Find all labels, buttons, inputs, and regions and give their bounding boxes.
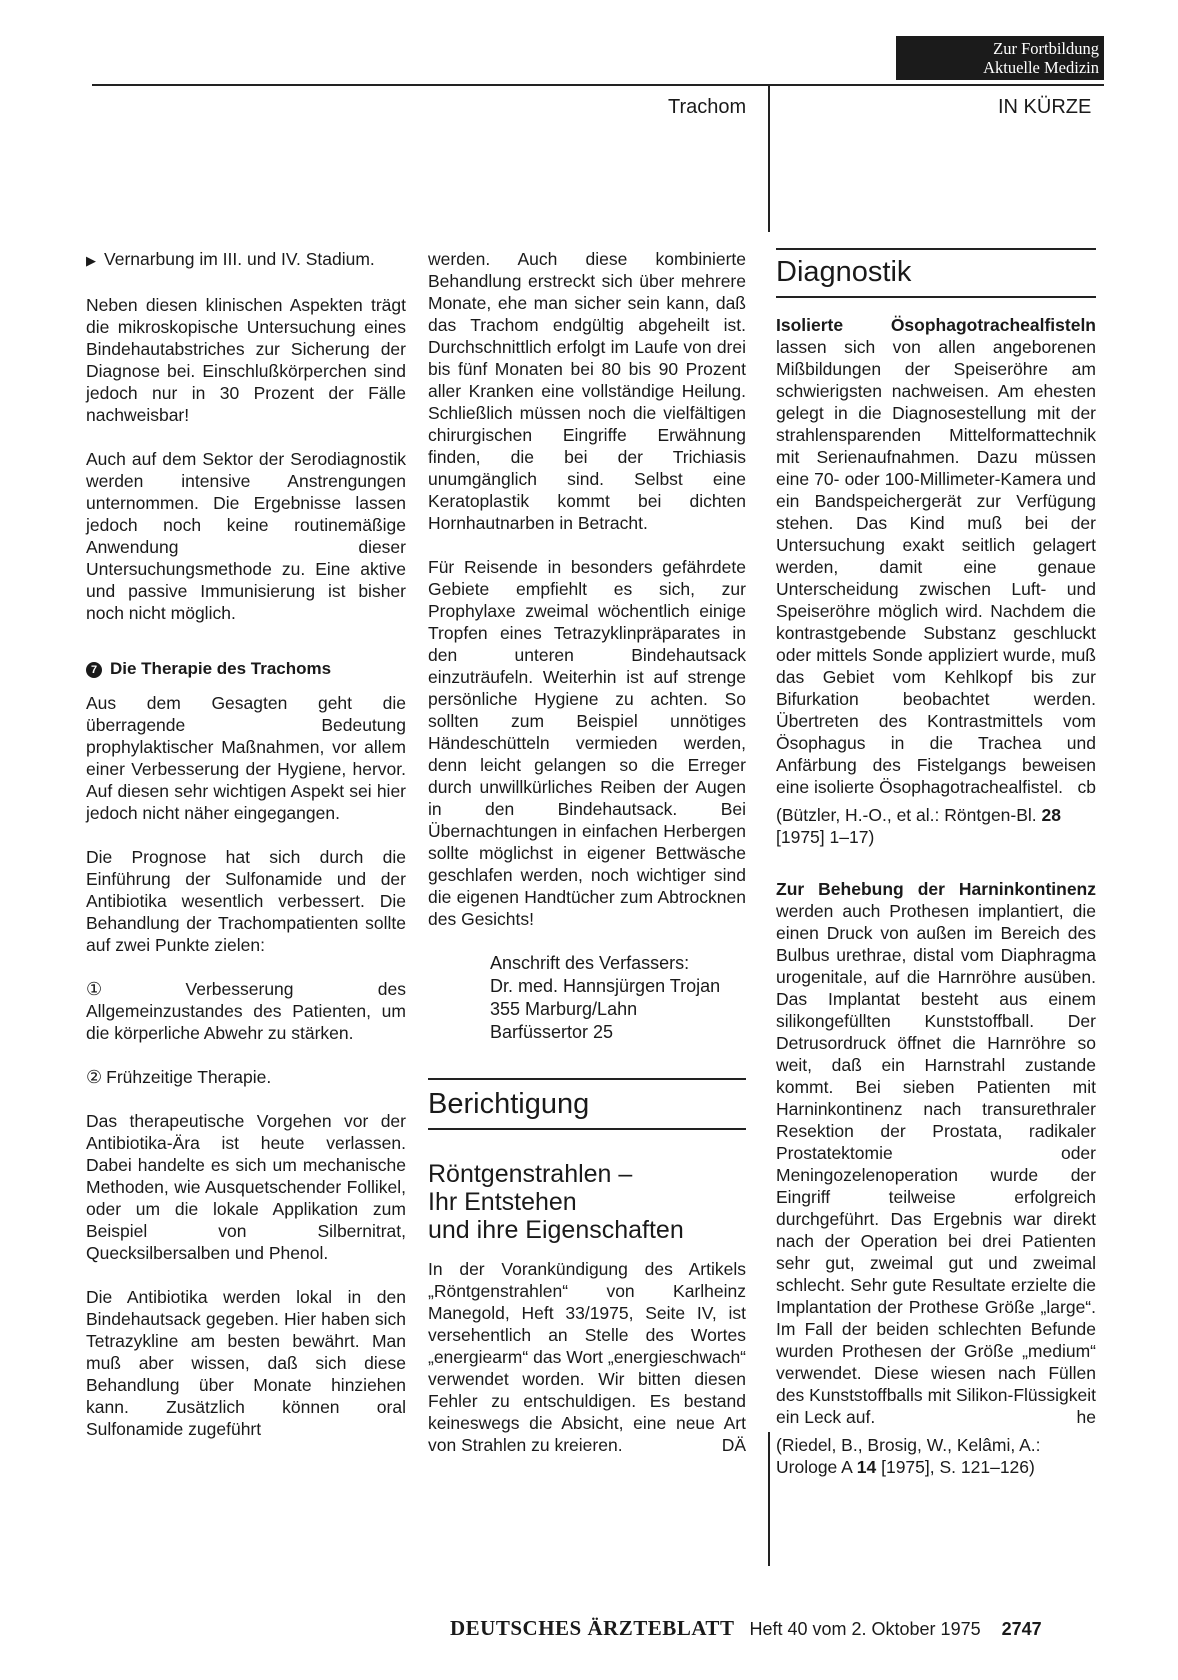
numbered-item: ② Frühzeitige Therapie. [86,1067,272,1087]
brief-lead: Isolierte Ösophagotrachealfisteln [776,315,1096,335]
paragraph: Für Reisende in besonders gefährdete Gebiete empfiehlt es sich, zur Prophylaxe zweimal wöchentlich einige Tropfen eines Tetrazyklinpräparates in den unteren Bindehautsack einzuträufeln. Weiterhin ist auf strenge persönliche Hygiene zu achten. So sollten zum Beispiel unnötiges Händeschütteln vermieden werden, denn leicht gelangen so die Erreger durch unwillkürliches Reiben der Augen in den Bindehautsack. Bei Übernachtungen in einfachen Herbergen sollte möglichst in eigener Bettwäsche geschlafen werden, noch wichtiger sind die eigenen Handtücher zum Abtrocknen des Gesichts! [428,557,746,929]
section-label-right: IN KÜRZE [998,96,1092,118]
correction-title: Berichtigung [428,1088,590,1120]
section-heading: 7 Die Therapie des Trachoms [86,658,406,680]
signoff: DÄ [721,1435,746,1455]
numbered-item: ① Verbesserung des Allgemeinzustandes des Patienten, um die körperliche Abwehr zu stärken. [86,979,406,1043]
paragraph: Neben diesen klinischen Aspekten trägt die mikroskopische Untersuchung eines Bindehautabstriches zur Sicherung der Diagnose bei. Einschlußkörperchen sind jedoch nur in 30 Prozent der Fälle nachweisbar! [86,295,406,425]
page-footer [450,1616,1042,1641]
paragraph: werden. Auch diese kombinierte Behandlung erstreckt sich über mehrere Monate, ehe man sicher sein kann, daß das Trachom endgültig abgeheilt ist. Durchschnittlich erfolgt im Laufe von drei bis fünf Monaten bei 80 bis 90 Prozent aller Kranken eine vollständige Heilung. Schließlich müssen noch die vielfältigen chirurgischen Eingriffe Erwähnung finden, die bei der Trichiasis unumgänglich sind. Selbst eine Keratoplastik kommt bei dichten Hornhautnarben in Betracht. [428,249,746,533]
paragraph: Die Antibiotika werden lokal in den Bindehautsack gegeben. Hier haben sich Tetrazykline am besten bewährt. Man muß aber wissen, daß sich diese Behandlung über Monate hinziehen kann. Zusätzlich können oral Sulfonamide zugeführt [86,1287,406,1439]
reference: (Bützler, H.-O., et al.: Röntgen-Bl. 28 [1975] 1–17) [776,805,1061,847]
section-label-left: Trachom [668,96,747,118]
header-column-divider [768,84,770,232]
section-rule [776,296,1096,298]
reference: (Riedel, B., Brosig, W., Kelâmi, A.: Urologe A 14 [1975], S. 121–126) [776,1435,1041,1477]
paragraph: Das therapeutische Vorgehen vor der Antibiotika-Ära ist heute verlassen. Dabei handelte es sich um mechanische Methoden, wie Ausquetschender Follikel, oder um die lokale Applikation zum Beispiel von Silbernitrat, Quecksilbersalben und Phenol. [86,1111,406,1263]
heading-number-badge: 7 [86,662,102,678]
brief-item: Isolierte Ösophagotrachealfisteln lassen sich von allen angeborenen Mißbildungen der Speiseröhre am schwierigsten nachweisen. Am ehesten gelegt in die Diagnosestellung mit der strahlensparenden Mittelformattechnik mit Serienaufnahmen. Dazu müssen eine 70- oder 100-Millimeter-Kamera und ein Bandspeichergerät zur Verfügung stehen. Das Kind muß bei der Untersuchung exakt seitlich gelagert werden, damit eine genaue Unterscheidung zwischen Luft- und Speiseröhre möglich wird. Nachdem die kontrastgebende Substanz geschluckt oder mittels Sonde appliziert wurde, muß das Gebiet vom Kehlkopf bis zur Bifurkation beobachtet werden. Übertreten des Kontrastmittels vom Ösophagus in die Trachea und Anfärbung des Fistelgangs beweisen eine isolierte Ösophagotrachealfistel. cb [776,315,1096,797]
journal-name: DEUTSCHES ÄRZTEBLATT [450,1616,735,1640]
section-badge [896,36,1104,80]
column-divider [768,1432,770,1566]
correction-subtitle: Röntgenstrahlen – Ihr Entstehen und ihre Eigenschaften [428,1160,684,1244]
circled-number-icon: ② [86,1067,103,1087]
badge-line-1: Zur Fortbildung [993,39,1099,58]
brief-lead: Zur Behebung der Harninkontinenz [776,879,1096,899]
column-1 [86,248,406,1440]
page-number: 2747 [1001,1619,1042,1639]
issue-info: Heft 40 vom 2. Oktober 1975 [749,1619,981,1639]
circled-number-icon: ① [86,979,182,999]
author-address: Anschrift des Verfassers: Dr. med. Hannsjürgen Trojan 355 Marburg/Lahn Barfüssertor 25 [490,953,721,1042]
column-2 [428,248,746,1456]
paragraph: Aus dem Gesagten geht die überragende Bedeutung prophylaktischer Maßnahmen, vor allem einer Verbesserung der Hygiene, hervor. Auf diesen sehr wichtigen Aspekt sei hier jedoch nicht näher eingegangen. [86,693,406,823]
column-3 [776,248,1096,1478]
badge-line-2: Aktuelle Medizin [983,58,1099,77]
signoff: he [1076,1407,1096,1427]
paragraph: Die Prognose hat sich durch die Einführung der Sulfonamide und der Antibiotika wesentlich verbessert. Die Behandlung der Trachompatienten sollte auf zwei Punkte zielen: [86,847,406,955]
triangle-bullet-icon: ▶ [86,253,96,268]
header-rule [92,84,1104,86]
section-rule [776,248,1096,250]
diagnostik-title: Diagnostik [776,256,912,288]
section-rule [428,1128,746,1130]
paragraph: Auch auf dem Sektor der Serodiagnostik werden intensive Anstrengungen unternommen. Die Ergebnisse lassen jedoch noch keine routinemäßige Anwendung dieser Untersuchungsmethode zu. Eine aktive und passive Immunisierung ist bisher noch nicht möglich. [86,449,406,623]
correction-text: In der Vorankündigung des Artikels „Röntgenstrahlen“ von Karlheinz Manegold, Heft 33/1975, Seite IV, ist versehentlich an Stelle des Wortes „energiearm“ das Wort „energieschwach“ verwendet worden. Wir bitten diesen Fehler zu entschuldigen. Es bestand keineswegs die Absicht, eine neue Art von Strahlen zu kreieren. DÄ [428,1259,746,1455]
section-rule [428,1078,746,1080]
brief-item: Zur Behebung der Harninkontinenz werden auch Prothesen implantiert, die einen Druck von außen im Bereich des Bulbus urethrae, distal vom Diaphragma urogenitale, auf die Harnröhre ausüben. Das Implantat besteht aus einem silikongefüllten Kunststoffball. Der Detrusordruck öffnet die Harnröhre so weit, daß ein Harnstrahl zustande kommt. Bei sieben Patienten mit Harninkontinenz nach transurethraler Resektion der Prostata, radikaler Prostatektomie oder Meningozelenoperation wurde der Eingriff teilweise erfolgreich durchgeführt. Das Ergebnis war direkt nach der Operation bei drei Patienten sehr gut, zweimal gut und zweimal schlecht. Sehr gute Resultate erzielte die Implantation der Prothese Größe „large“. Im Fall der beiden schlechten Befunde wurden Prothesen der Größe „medium“ verwendet. Diese wiesen nach Füllen des Kunststoffballs mit Silikon-Flüssigkeit ein Leck auf. he [776,879,1096,1427]
signoff: cb [1077,777,1096,797]
bullet-paragraph: ▶ Vernarbung im III. und IV. Stadium. [86,249,375,269]
